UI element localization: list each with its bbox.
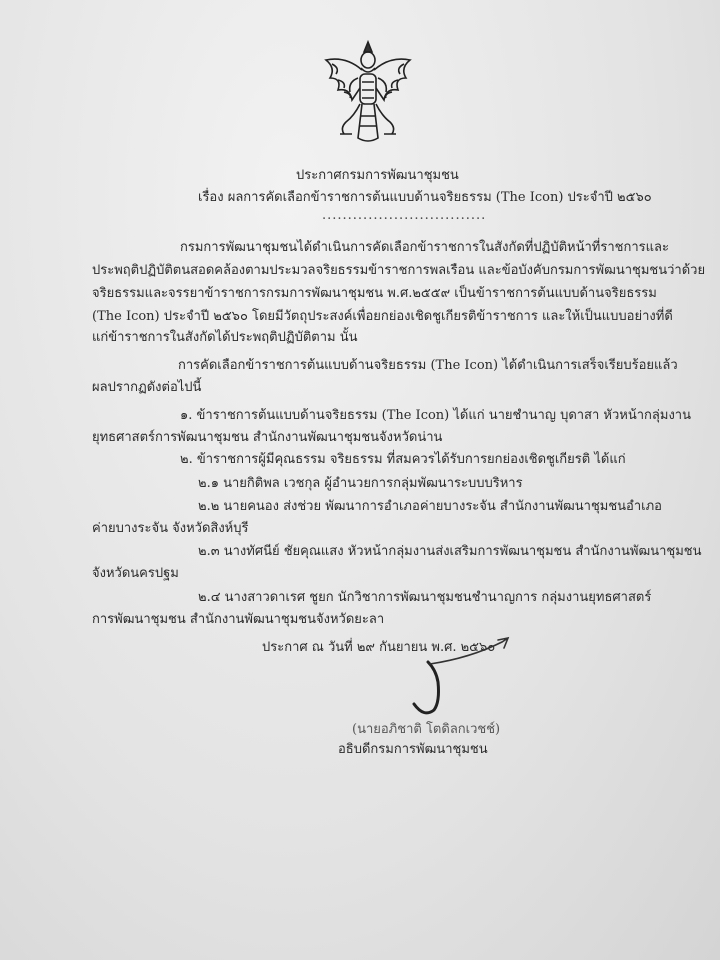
sub-item-2-1: ๒.๑ นายกิติพล เวชกุล ผู้อำนวยการกลุ่มพัฒนาระบบบริหาร xyxy=(198,476,523,491)
title-divider: ................................ xyxy=(322,208,487,223)
announcement-date: ประกาศ ณ วันที่ ๒๙ กันยายน พ.ศ. ๒๕๖๐ xyxy=(262,640,496,655)
handwritten-signature-icon xyxy=(400,630,520,720)
list-item-1: ๑. ข้าราชการต้นแบบด้านจริยธรรม (The Icon) ได้แก่ นายชำนาญ บุดาสา หัวหน้ากลุ่มงาน xyxy=(180,408,691,423)
sub-item-2-3-cont: จังหวัดนครปฐม xyxy=(92,566,179,581)
list-item-1-cont: ยุทธศาสตร์การพัฒนาชุมชน สำนักงานพัฒนาชุมชนจังหวัดน่าน xyxy=(92,430,443,445)
signer-title: อธิบดีกรมการพัฒนาชุมชน xyxy=(338,742,488,757)
sub-item-2-4: ๒.๔ นางสาวดาเรศ ชูยก นักวิชาการพัฒนาชุมชนชำนาญการ กลุ่มงานยุทธศาสตร์ xyxy=(198,590,652,605)
garuda-emblem-icon xyxy=(318,38,418,146)
announcement-subject: เรื่อง ผลการคัดเลือกข้าราชการต้นแบบด้านจริยธรรม (The Icon) ประจำปี ๒๕๖๐ xyxy=(198,190,652,205)
signer-name: (นายอภิชาติ โตดิลกเวชช์) xyxy=(352,722,501,737)
paragraph-line: การคัดเลือกข้าราชการต้นแบบด้านจริยธรรม (The Icon) ได้ดำเนินการเสร็จเรียบร้อยแล้ว xyxy=(178,358,678,373)
sub-item-2-2: ๒.๒ นายคนอง ส่งช่วย พัฒนาการอำเภอค่ายบางระจัน สำนักงานพัฒนาชุมชนอำเภอ xyxy=(198,499,662,514)
sub-item-2-4-cont: การพัฒนาชุมชน สำนักงานพัฒนาชุมชนจังหวัดยะลา xyxy=(92,612,385,627)
sub-item-2-2-cont: ค่ายบางระจัน จังหวัดสิงห์บุรี xyxy=(92,521,249,536)
paragraph-line: กรมการพัฒนาชุมชนได้ดำเนินการคัดเลือกข้าราชการในสังกัดที่ปฏิบัติหน้าที่ราชการและ xyxy=(180,240,669,255)
paragraph-line: แก่ข้าราชการในสังกัดได้ประพฤติปฏิบัติตาม นั้น xyxy=(92,330,358,345)
sub-item-2-3: ๒.๓ นางทัศนีย์ ชัยคุณแสง หัวหน้ากลุ่มงานส่งเสริมการพัฒนาชุมชน สำนักงานพัฒนาชุมชน xyxy=(198,544,702,559)
paragraph-line: ประพฤติปฏิบัติตนสอดคล้องตามประมวลจริยธรรมข้าราชการพลเรือน และข้อบังคับกรมการพัฒนาชุมชนว่าด้วย xyxy=(92,263,706,278)
announcement-title: ประกาศกรมการพัฒนาชุมชน xyxy=(296,168,459,183)
paragraph-line: (The Icon) ประจำปี ๒๕๖๐ โดยมีวัตถุประสงค์เพื่อยกย่องเชิดชูเกียรติข้าราชการ และให้เป็นแบบอย่างที่ดี xyxy=(92,309,673,324)
paragraph-line: จริยธรรมและจรรยาข้าราชการกรมการพัฒนาชุมชน พ.ศ.๒๕๕๙ เป็นข้าราชการต้นแบบด้านจริยธรรม xyxy=(92,286,657,301)
paragraph-line: ผลปรากฏดังต่อไปนี้ xyxy=(92,380,202,395)
list-item-2: ๒. ข้าราชการผู้มีคุณธรรม จริยธรรม ที่สมควรได้รับการยกย่องเชิดชูเกียรติ ได้แก่ xyxy=(180,452,626,467)
